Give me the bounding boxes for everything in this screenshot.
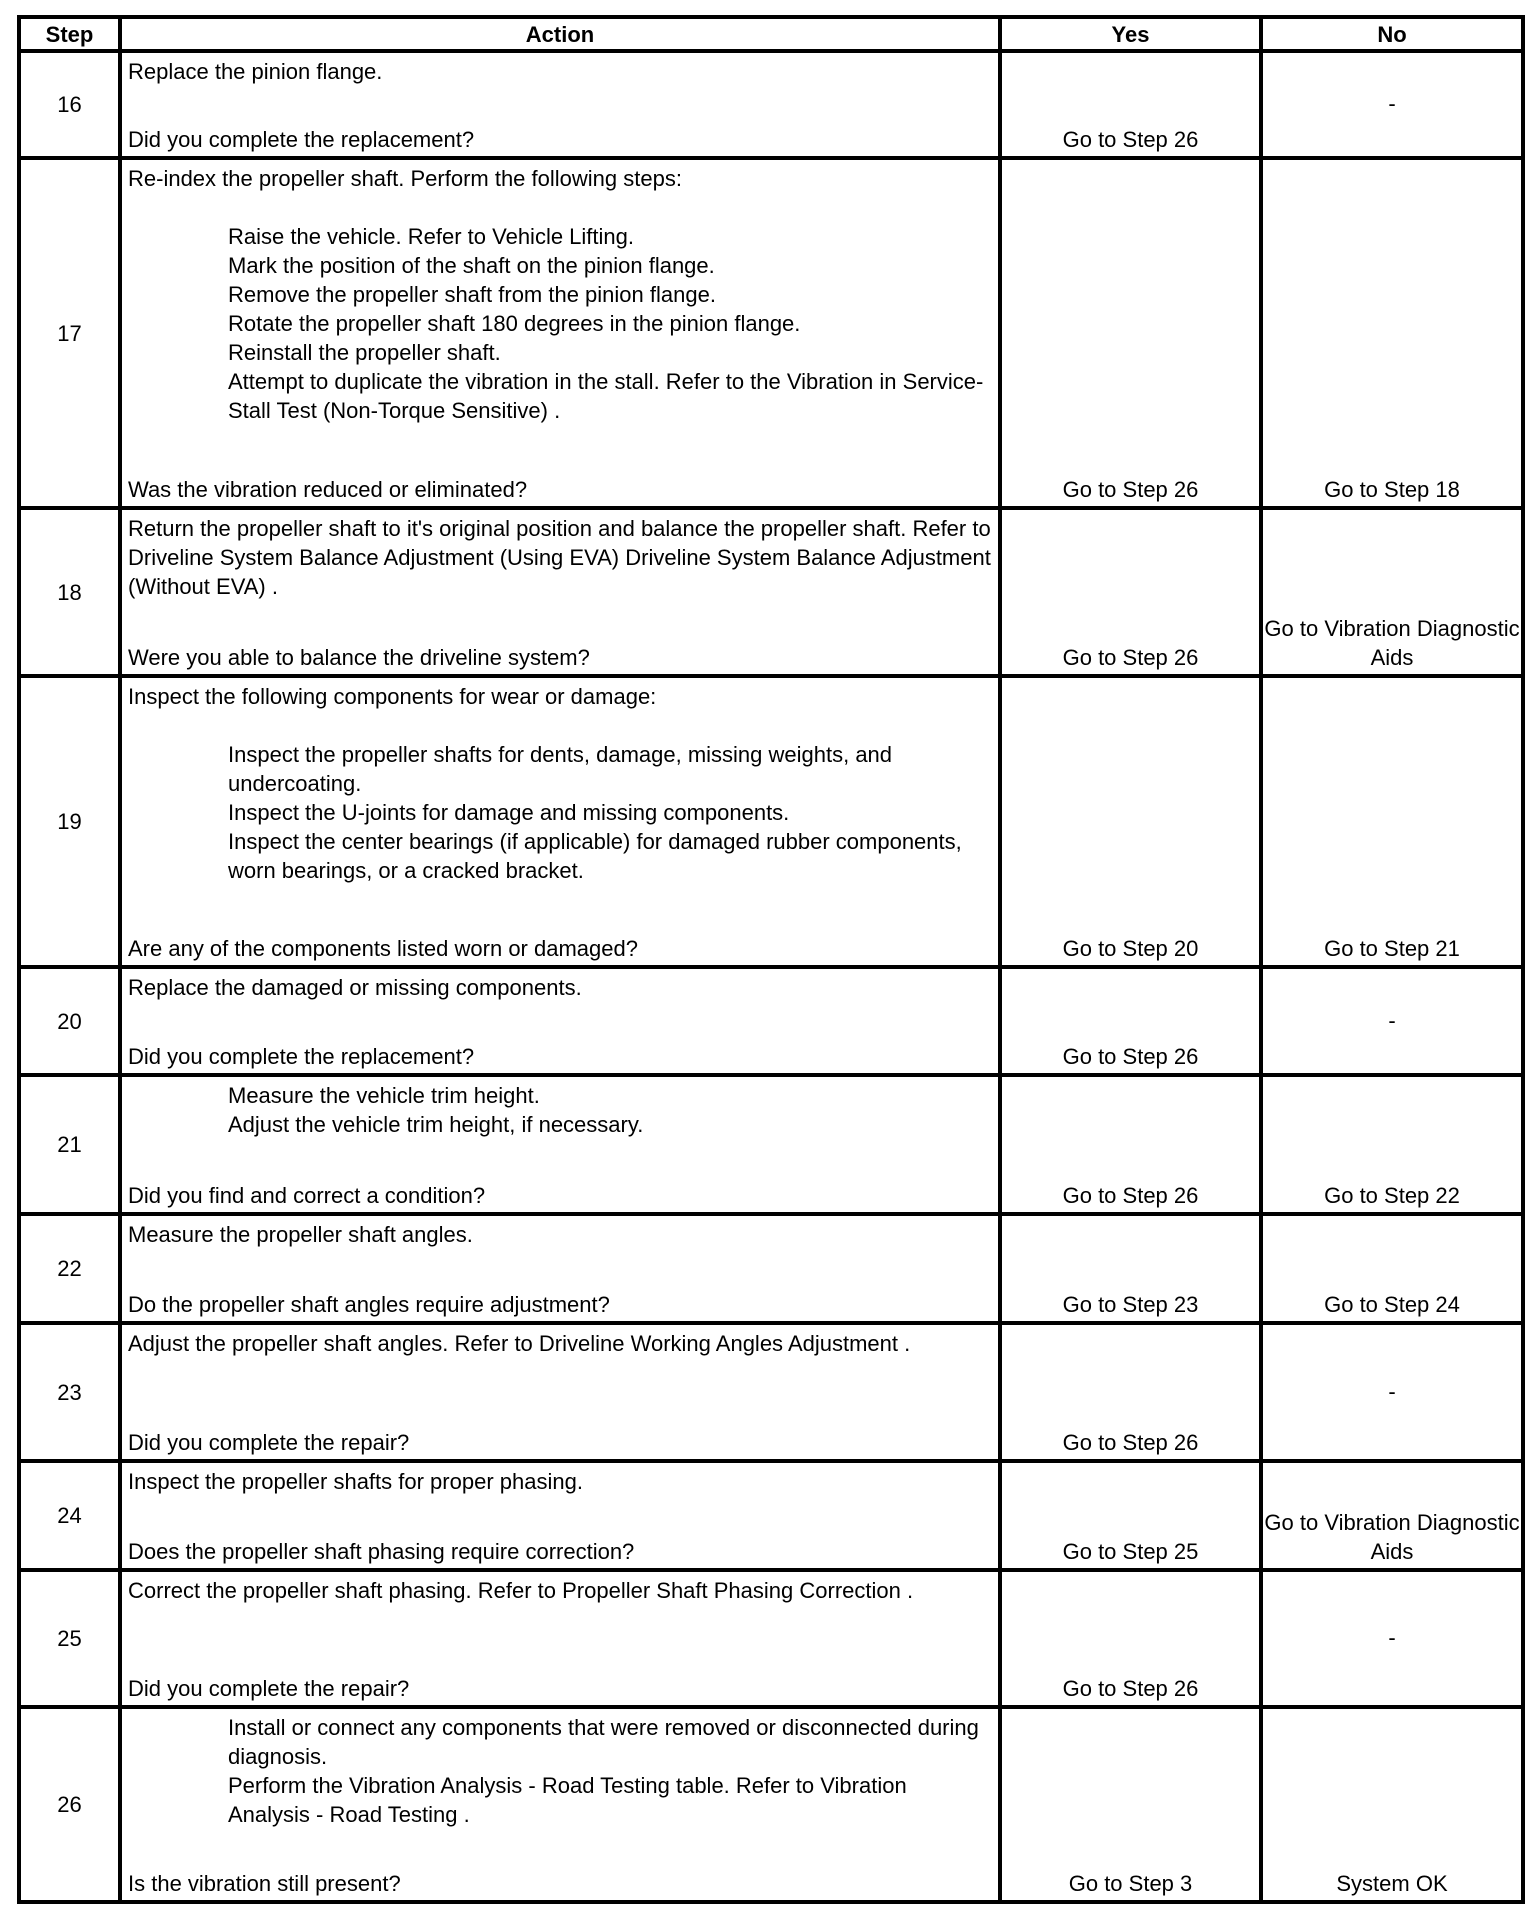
no-result: System OK [1261, 1707, 1523, 1902]
action-cell [120, 967, 1000, 1075]
action-question: Is the vibration still present? [128, 1871, 401, 1896]
table-row [19, 51, 1523, 158]
action-intro: Measure the propeller shaft angles. [128, 1222, 473, 1247]
action-cell [120, 1075, 1000, 1214]
action-steps-list [128, 1081, 992, 1139]
action-intro: Replace the damaged or missing components. [128, 975, 582, 1000]
table-row [19, 676, 1523, 967]
yes-result: Go to Step 26 [1000, 967, 1261, 1075]
step-number: 19 [19, 676, 120, 967]
action-question: Are any of the components listed worn or damaged? [128, 936, 638, 961]
action-steps-list [128, 740, 992, 885]
table-row [19, 1214, 1523, 1323]
action-question: Were you able to balance the driveline system? [128, 645, 590, 670]
action-cell [120, 676, 1000, 967]
action-question: Did you find and correct a condition? [128, 1183, 486, 1208]
action-question: Did you complete the repair? [128, 1430, 410, 1455]
yes-result: Go to Step 26 [1000, 51, 1261, 158]
table-row [19, 1570, 1523, 1707]
table-row [19, 1323, 1523, 1461]
action-step-item: Adjust the vehicle trim height, if necessary. [228, 1112, 644, 1137]
action-step-item: Install or connect any components that were removed or disconnected during diagnosis. [228, 1715, 979, 1769]
step-number: 25 [19, 1570, 120, 1707]
table-row [19, 508, 1523, 676]
action-question: Does the propeller shaft phasing require correction? [128, 1539, 635, 1564]
no-result: - [1261, 1570, 1523, 1707]
action-step-item: Reinstall the propeller shaft. [228, 340, 501, 365]
action-intro: Inspect the following components for wear or damage: [128, 684, 657, 709]
table-row [19, 1461, 1523, 1570]
action-intro: Replace the pinion flange. [128, 59, 383, 84]
action-question: Do the propeller shaft angles require adjustment? [128, 1292, 610, 1317]
no-result: - [1261, 51, 1523, 158]
action-intro: Inspect the propeller shafts for proper phasing. [128, 1469, 583, 1494]
step-number: 26 [19, 1707, 120, 1902]
yes-result: Go to Step 25 [1000, 1461, 1261, 1570]
step-number: 20 [19, 967, 120, 1075]
no-result: Go to Step 24 [1261, 1214, 1523, 1323]
table-body [19, 51, 1523, 1902]
no-result: Go to Step 22 [1261, 1075, 1523, 1214]
action-cell [120, 51, 1000, 158]
no-result: Go to Step 18 [1261, 158, 1523, 508]
action-step-item: Inspect the propeller shafts for dents, damage, missing weights, and undercoating. [228, 742, 893, 796]
step-number: 24 [19, 1461, 120, 1570]
action-step-item: Attempt to duplicate the vibration in the stall. Refer to the Vibration in Service-Stall Test (Non-Torque Sensitive) . [228, 369, 984, 423]
yes-result: Go to Step 20 [1000, 676, 1261, 967]
yes-result: Go to Step 26 [1000, 1075, 1261, 1214]
action-cell [120, 1570, 1000, 1707]
action-cell [120, 508, 1000, 676]
header-no: No [1261, 17, 1523, 51]
step-number: 23 [19, 1323, 120, 1461]
diagnostic-table [17, 15, 1525, 1904]
action-cell [120, 1323, 1000, 1461]
no-result: Go to Step 21 [1261, 676, 1523, 967]
yes-result: Go to Step 3 [1000, 1707, 1261, 1902]
action-step-item: Mark the position of the shaft on the pinion flange. [228, 253, 715, 278]
action-steps-list [128, 1713, 992, 1829]
no-result: - [1261, 967, 1523, 1075]
action-cell [120, 1214, 1000, 1323]
table-row [19, 1707, 1523, 1902]
step-number: 18 [19, 508, 120, 676]
action-step-item: Rotate the propeller shaft 180 degrees in the pinion flange. [228, 311, 801, 336]
table-row [19, 967, 1523, 1075]
action-question: Did you complete the repair? [128, 1676, 410, 1701]
action-step-item: Inspect the U-joints for damage and missing components. [228, 800, 790, 825]
action-steps-list [128, 222, 992, 425]
no-result: Go to Vibration Diagnostic Aids [1261, 508, 1523, 676]
header-yes: Yes [1000, 17, 1261, 51]
header-row [19, 17, 1523, 51]
action-question: Did you complete the replacement? [128, 1044, 475, 1069]
action-cell [120, 158, 1000, 508]
yes-result: Go to Step 26 [1000, 1323, 1261, 1461]
header-action: Action [120, 17, 1000, 51]
step-number: 21 [19, 1075, 120, 1214]
table-row [19, 158, 1523, 508]
step-number: 16 [19, 51, 120, 158]
action-intro: Re-index the propeller shaft. Perform the following steps: [128, 166, 682, 191]
action-cell [120, 1707, 1000, 1902]
yes-result: Go to Step 26 [1000, 508, 1261, 676]
action-question: Did you complete the replacement? [128, 127, 475, 152]
step-number: 22 [19, 1214, 120, 1323]
action-cell [120, 1461, 1000, 1570]
action-step-item: Inspect the center bearings (if applicable) for damaged rubber components, worn bearings, or a cracked bracket. [228, 829, 962, 883]
action-question: Was the vibration reduced or eliminated? [128, 477, 528, 502]
no-result: - [1261, 1323, 1523, 1461]
step-number: 17 [19, 158, 120, 508]
yes-result: Go to Step 26 [1000, 158, 1261, 508]
yes-result: Go to Step 23 [1000, 1214, 1261, 1323]
action-intro: Adjust the propeller shaft angles. Refer to Driveline Working Angles Adjustment . [128, 1331, 911, 1356]
yes-result: Go to Step 26 [1000, 1570, 1261, 1707]
header-step: Step [19, 17, 120, 51]
table-row [19, 1075, 1523, 1214]
action-step-item: Perform the Vibration Analysis - Road Testing table. Refer to Vibration Analysis - Road Testing . [228, 1773, 907, 1827]
action-intro: Return the propeller shaft to it's original position and balance the propeller shaft. Refer to Driveline System Balance Adjustment (Using EVA) Driveline System Balance Adjustment (Without EVA) . [128, 516, 991, 599]
action-intro: Correct the propeller shaft phasing. Refer to Propeller Shaft Phasing Correction . [128, 1578, 914, 1603]
action-step-item: Remove the propeller shaft from the pinion flange. [228, 282, 716, 307]
action-step-item: Raise the vehicle. Refer to Vehicle Lifting. [228, 224, 635, 249]
action-step-item: Measure the vehicle trim height. [228, 1083, 540, 1108]
no-result: Go to Vibration Diagnostic Aids [1261, 1461, 1523, 1570]
